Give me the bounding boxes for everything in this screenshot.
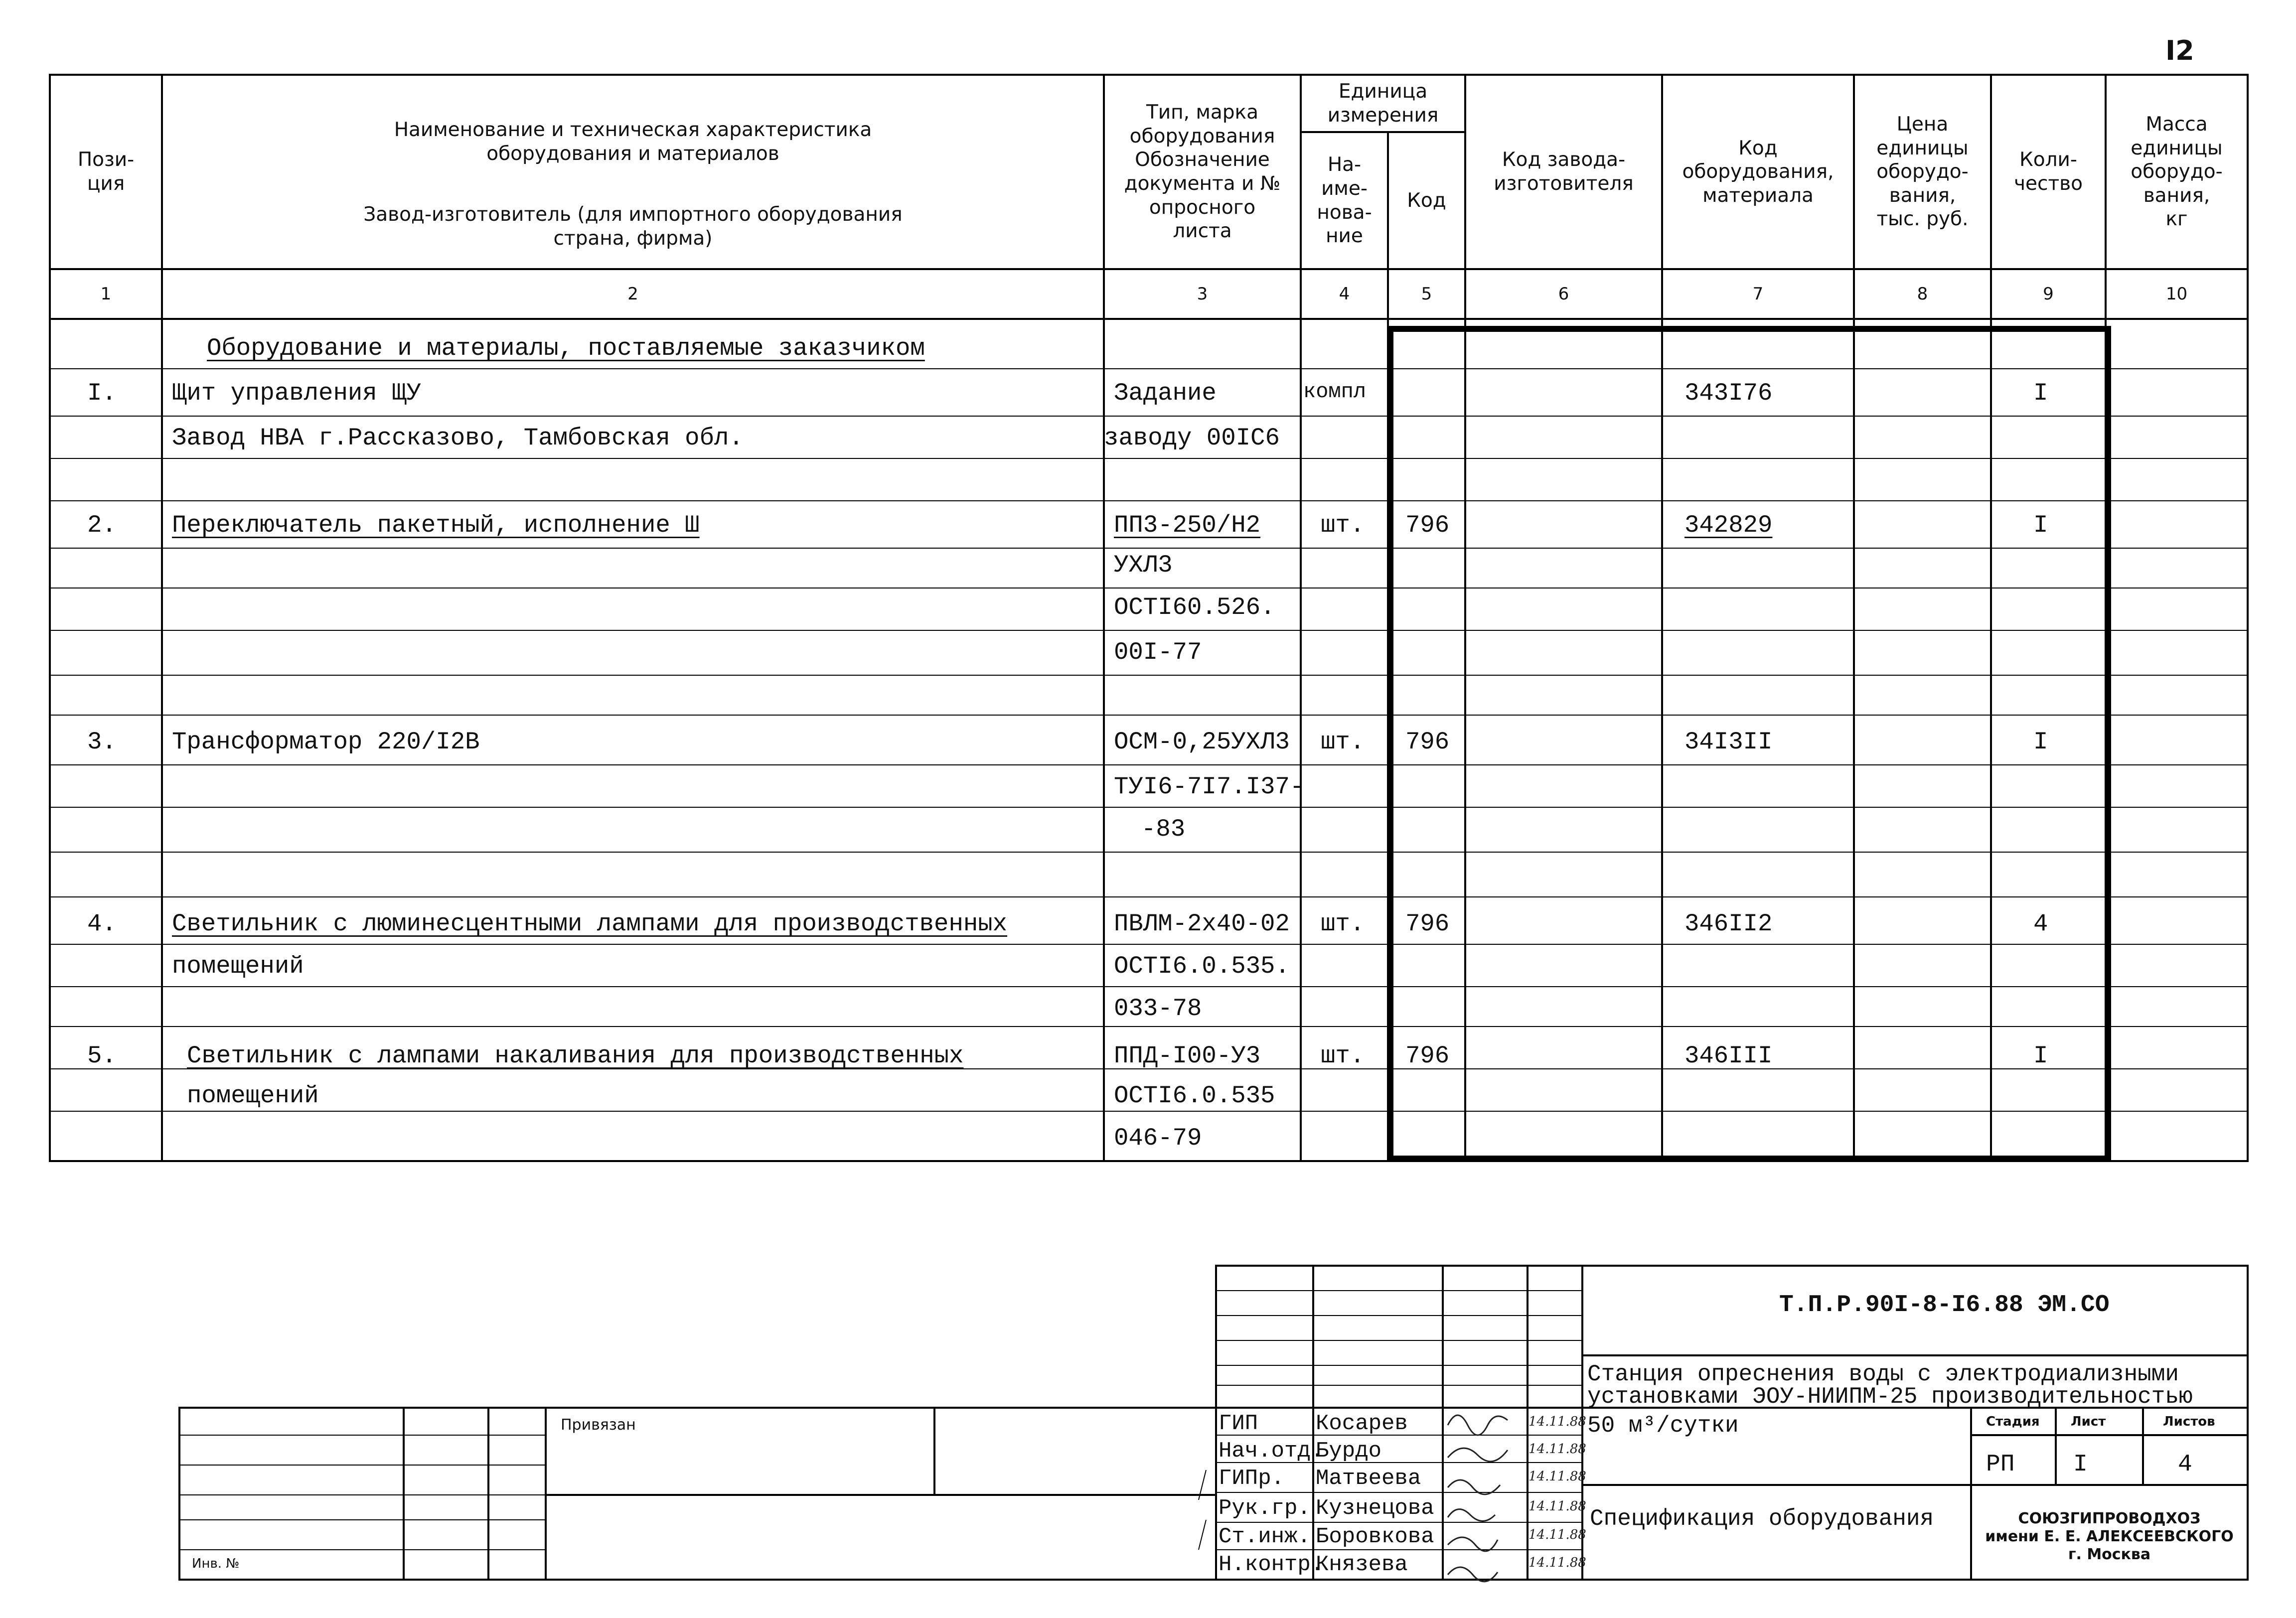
sig-name-2: Бурдо [1316,1439,1382,1464]
sig-date-4: 14.11.88 [1529,1499,1586,1514]
colnum-8: 8 [1917,284,1928,304]
item-5-name-line2: помещений [187,1082,319,1110]
item-1-unit: компл [1303,380,1367,404]
sheet-number: I2 [2165,35,2194,66]
item-4-unit: шт. [1321,910,1365,938]
item-1-quantity: I [2033,379,2048,407]
colnum-3: 3 [1197,284,1208,304]
item-2-unit: шт. [1321,511,1365,539]
header-manufacturer: Завод-изготовитель (для импортного оборудования страна, фирма) [363,203,903,250]
item-1-type-line2: заводу 00IC6 [1104,424,1280,452]
item-3-type: ОСМ-0,25УХЛ3 [1114,728,1290,756]
sig-role-2: Нач.отд. [1219,1439,1324,1464]
colnum-9: 9 [2043,284,2054,304]
sig-date-2: 14.11.88 [1529,1442,1586,1457]
sig-role-3: ГИПр. [1219,1466,1285,1491]
sig-role-5: Ст.инж. [1219,1524,1311,1549]
colnum-10: 10 [2165,284,2188,304]
item-4-equipment-code: 346II2 [1684,910,1773,938]
item-4-type-line3: 033-78 [1114,995,1202,1023]
header-name: Наименование и техническая характеристика оборудования и материалов [394,119,872,165]
sheet-title: Спецификация оборудования [1590,1506,1934,1532]
item-3-quantity: I [2033,728,2048,756]
signature-scribbles [1448,1415,1508,1582]
item-5-position: 5. [87,1042,117,1070]
item-1-position: I. [87,379,117,407]
item-3-equipment-code: 34I3II [1684,728,1773,756]
item-5-equipment-code: 346III [1684,1042,1773,1070]
doc-code: Т.П.Р.90I-8-I6.88 ЭМ.СО [1779,1292,2110,1319]
inventory-label: Инв. № [192,1556,240,1571]
item-3-type-line3: -83 [1141,815,1186,843]
bound-label: Привязан [561,1416,636,1434]
item-5-quantity: I [2033,1042,2048,1070]
item-5-type-line3: 046-79 [1114,1124,1202,1152]
item-5-type-line2: ОСТI6.0.535 [1114,1082,1275,1110]
item-2-type-line4: 00I-77 [1114,638,1202,666]
item-3-unit-code: 796 [1405,728,1450,756]
item-4-name: Светильник с люминесцентными лампами для производственных [172,910,1008,938]
colnum-1: 1 [100,284,112,304]
item-2-type: ПП3-250/Н2 [1114,511,1261,539]
stage-value: РП [1986,1451,2015,1478]
sig-date-1: 14.11.88 [1529,1414,1586,1429]
sig-name-6: Князева [1316,1552,1408,1577]
sheet-label: Лист [2071,1414,2106,1429]
project-title-line2: установками ЭОУ-НИИПМ-25 производительностью [1587,1384,2193,1410]
item-5-unit: шт. [1321,1042,1365,1070]
item-4-type-line2: ОСТI6.0.535. [1114,952,1290,980]
sig-name-3: Матвеева [1316,1466,1421,1491]
header-unit-name: На- име- нова- ние [1317,153,1372,248]
item-5-name: Светильник с лампами накаливания для производственных [187,1042,964,1070]
item-2-quantity: I [2033,511,2048,539]
sig-role-6: Н.контр. [1219,1552,1324,1577]
item-2-type-line2: УХЛ3 [1114,551,1173,579]
header-unit-group: Единица измерения [1327,80,1439,127]
item-5-type: ППД-I00-У3 [1114,1042,1261,1070]
item-2-name: Переключатель пакетный, исполнение Ш [172,511,700,539]
stage-label: Стадия [1986,1414,2040,1429]
sig-name-5: Боровкова [1316,1524,1434,1549]
item-4-type: ПВЛМ-2х40-02 [1114,910,1290,938]
item-5-unit-code: 796 [1405,1042,1450,1070]
colnum-5: 5 [1421,284,1432,304]
item-4-position: 4. [87,910,117,938]
project-title-line1: Станция опреснения воды с электродиализными [1587,1361,2179,1387]
item-4-unit-code: 796 [1405,910,1450,938]
header-quantity: Коли- чество [2013,148,2083,195]
item-1-manufacturer: Завод НВА г.Рассказово, Тамбовская обл. [172,424,744,452]
header-position: Пози- ция [77,148,135,195]
sheet-value: I [2073,1451,2088,1478]
header-price: Цена единицы оборудо- вания, тыс. руб. [1876,113,1969,231]
sig-date-3: 14.11.88 [1529,1469,1586,1484]
item-3-position: 3. [87,728,117,756]
header-type: Тип, марка оборудования Обозначение документа и № опросного листа [1124,101,1281,243]
sig-role-1: ГИП [1219,1411,1258,1436]
colnum-4: 4 [1339,284,1350,304]
header-factory-code: Код завода- изготовителя [1494,148,1634,195]
item-1-type: Задание [1114,379,1217,407]
item-1-equipment-code: 343I76 [1684,379,1773,407]
item-4-quantity: 4 [2033,910,2048,938]
item-4-name-line2: помещений [172,952,304,980]
item-1-name: Щит управления ЩУ [172,379,421,407]
item-2-unit-code: 796 [1405,511,1450,539]
colnum-7: 7 [1752,284,1764,304]
header-equipment-code: Код оборудования, материала [1682,137,1834,207]
sig-role-4: Рук.гр. [1219,1496,1311,1521]
header-unit-code: Код [1407,189,1446,212]
item-3-name: Трансформатор 220/I2В [172,728,480,756]
colnum-6: 6 [1558,284,1569,304]
project-title-line3: 50 м³/сутки [1587,1413,1739,1439]
sheets-label: Листов [2163,1414,2215,1429]
item-3-unit: шт. [1321,728,1365,756]
sig-date-5: 14.11.88 [1529,1527,1586,1542]
sheets-value: 4 [2178,1451,2192,1478]
sig-name-4: Кузнецова [1316,1496,1434,1521]
item-3-type-line2: ТУI6-7I7.I37- [1114,773,1305,801]
colnum-2: 2 [627,284,638,304]
sig-date-6: 14.11.88 [1529,1555,1586,1570]
organization: СОЮЗГИПРОВОДХОЗ имени Е. Е. АЛЕКСЕЕВСКОГО г. Москва [1985,1510,2234,1563]
sig-name-1: Косарев [1316,1411,1408,1436]
item-2-equipment-code: 342829 [1684,511,1773,539]
header-mass: Масса единицы оборудо- вания, кг [2131,113,2223,231]
item-2-position: 2. [87,511,117,539]
section-title: Оборудование и материалы, поставляемые заказчиком [207,334,925,362]
item-2-type-line3: ОСТI60.526. [1114,593,1275,621]
